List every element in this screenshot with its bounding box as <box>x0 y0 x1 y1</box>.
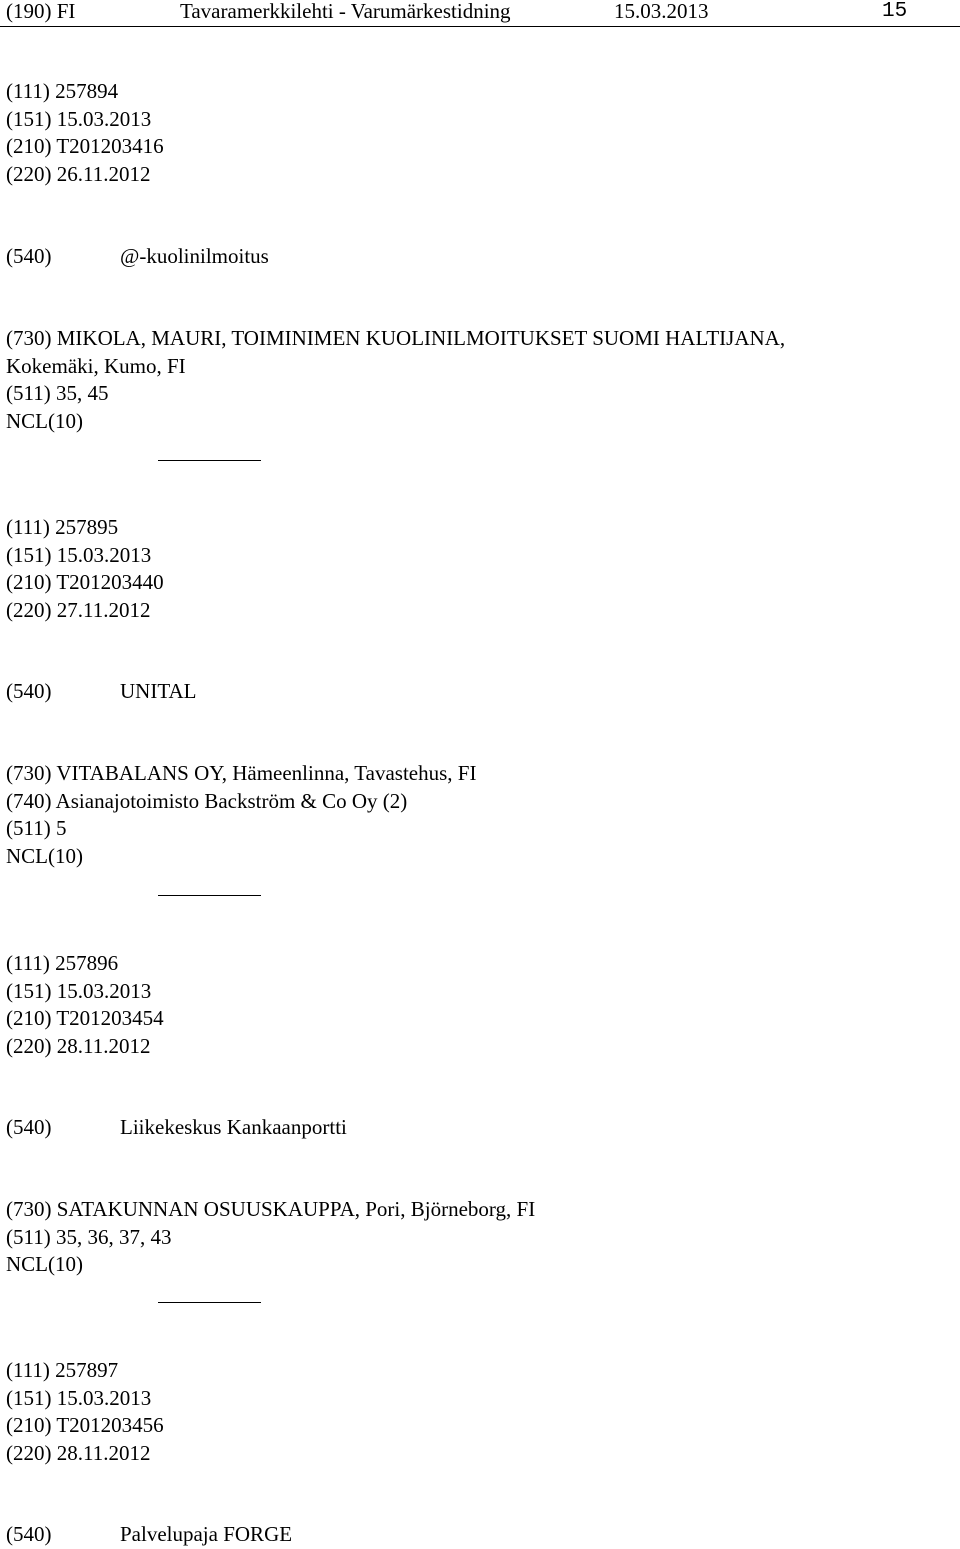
representative-line: (740) Asianajotoimisto Backström & Co Oy (2) <box>6 788 408 813</box>
mark-text: @-kuolinilmoitus <box>120 244 269 268</box>
gazette-title: Tavaramerkkilehti - Varumärkestidning <box>180 0 511 23</box>
class-list: (511) 35, 36, 37, 43 <box>6 1224 172 1249</box>
mark-text: Palvelupaja FORGE <box>120 1522 293 1546</box>
mark-row <box>6 1114 946 1142</box>
mark-code: (540) <box>6 244 52 268</box>
ncl-edition: NCL(10) <box>6 1252 83 1276</box>
gazette-code: (190) FI <box>6 0 76 23</box>
class-list: (511) 35, 45 <box>6 381 109 405</box>
registration-number: (111) 257894 <box>6 79 119 103</box>
application-number: (210) T201203456 <box>6 1413 164 1437</box>
gazette-date: 15.03.2013 <box>614 0 709 23</box>
entry-separator <box>158 460 261 461</box>
mark-row <box>6 678 946 706</box>
trademark-entry <box>6 950 946 1060</box>
registration-date: (151) 15.03.2013 <box>6 106 152 131</box>
ncl-edition: NCL(10) <box>6 843 83 868</box>
registration-number: (111) 257897 <box>6 1358 119 1382</box>
filing-date: (220) 27.11.2012 <box>6 597 151 622</box>
trademark-entry <box>6 1357 946 1467</box>
page-header <box>0 0 960 27</box>
registration-date: (151) 15.03.2013 <box>6 978 152 1003</box>
holder-line: (730) SATAKUNNAN OSUUSKAUPPA, Pori, Björneborg, FI <box>6 1197 536 1221</box>
holder-block <box>6 1196 946 1279</box>
application-number: (210) T201203440 <box>6 570 164 594</box>
registration-number: (111) 257896 <box>6 951 119 975</box>
mark-code: (540) <box>6 1522 52 1546</box>
application-number: (210) T201203454 <box>6 1006 164 1030</box>
trademark-entry <box>6 514 946 624</box>
holder-line: (730) MIKOLA, MAURI, TOIMINIMEN KUOLINILMOITUKSET SUOMI HALTIJANA, <box>6 326 786 350</box>
filing-date: (220) 28.11.2012 <box>6 1440 151 1465</box>
filing-date: (220) 26.11.2012 <box>6 161 151 186</box>
holder-block <box>6 760 946 870</box>
mark-code: (540) <box>6 1115 52 1139</box>
mark-row <box>6 243 946 271</box>
holder-line: (730) VITABALANS OY, Hämeenlinna, Tavastehus, FI <box>6 761 477 785</box>
mark-text: UNITAL <box>120 679 197 703</box>
entry-separator <box>158 1302 261 1303</box>
ncl-edition: NCL(10) <box>6 408 83 433</box>
mark-text: Liikekeskus Kankaanportti <box>120 1115 347 1139</box>
registration-date: (151) 15.03.2013 <box>6 1385 152 1410</box>
page-number: 15 <box>882 0 908 23</box>
filing-date: (220) 28.11.2012 <box>6 1033 151 1058</box>
entry-separator <box>158 895 261 896</box>
registration-number: (111) 257895 <box>6 515 119 539</box>
holder-block <box>6 325 946 435</box>
mark-code: (540) <box>6 679 52 703</box>
application-number: (210) T201203416 <box>6 134 164 158</box>
mark-row <box>6 1521 946 1549</box>
trademark-entry <box>6 78 946 188</box>
registration-date: (151) 15.03.2013 <box>6 542 152 567</box>
class-list: (511) 5 <box>6 816 67 840</box>
holder-line: Kokemäki, Kumo, FI <box>6 353 186 378</box>
